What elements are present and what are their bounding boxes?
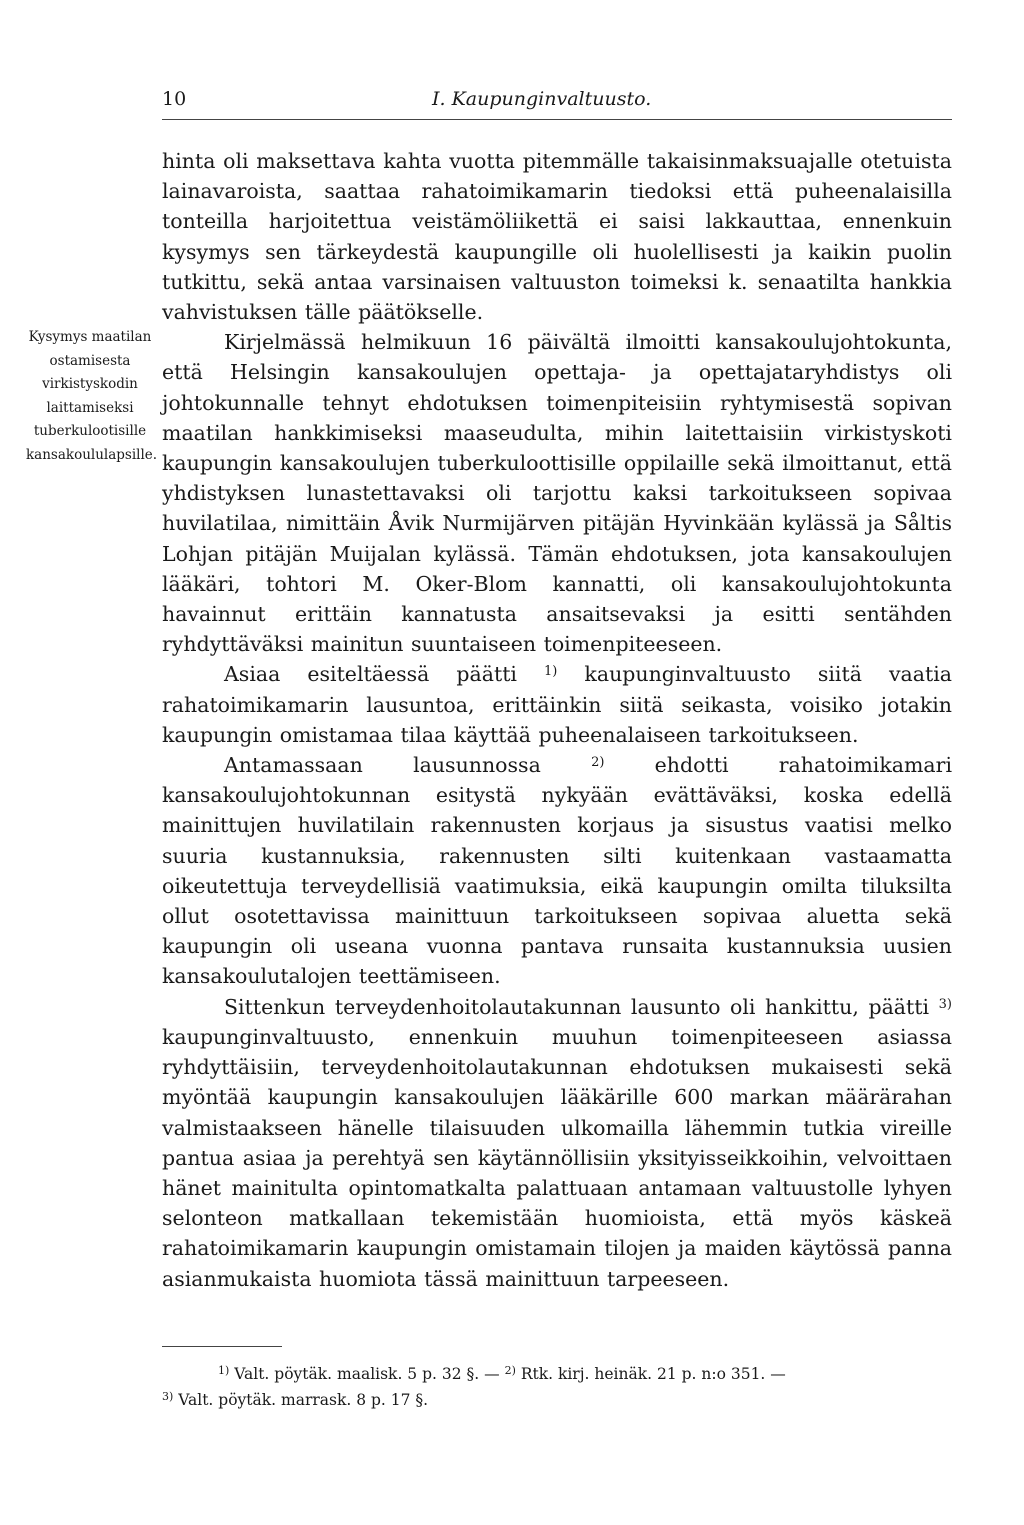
page-header bbox=[162, 84, 952, 118]
footnote-mark: 1) bbox=[218, 1364, 230, 1377]
paragraph-text: kaupunginvaltuusto, ennenkuin muuhun toimenpiteeseen asiassa ryhdyttäisiin, terveydenhoitolautakunnan ehdotuksen mukaisesti sekä myöntää kaupungin kansakoulujen lääkärille 600 markan määrärahan valmistaakseen hänelle tilaisuuden ulkomailla lähemmin tutkia vireille pantua asiaa ja perehtyä sen käytännöllisiin yksityisseikkoihin, velvoittaen hänet mainitulta opintomatkalta palattuaan antamaan valtuustolle lyhyen selonteon matkallaan tekemistään huomioista, että myös käskeä rahatoimikamarin kaupungin omistamain tilojen ja maiden käytössä panna asianmukaista huomiota tässä mainittuun tarpeeseen. bbox=[162, 1024, 952, 1291]
footnote-text: Valt. pöytäk. marrask. 8 p. 17 §. bbox=[178, 1391, 429, 1409]
paragraph-text: Sittenkun terveydenhoitolautakunnan lausunto oli hankittu, päätti bbox=[224, 994, 930, 1019]
paragraph-sittenkun bbox=[162, 992, 952, 1294]
paragraph-asiaa bbox=[162, 659, 952, 750]
footnote-text: Valt. pöytäk. maalisk. 5 p. 32 §. — bbox=[234, 1365, 500, 1383]
footnote-reference: 3) bbox=[938, 996, 952, 1012]
running-title: I. Kaupunginvaltuusto. bbox=[432, 88, 652, 110]
footnote-line bbox=[162, 1361, 952, 1387]
paragraph-text: Asiaa esiteltäessä päätti bbox=[224, 662, 517, 687]
footnote-text: Rtk. kirj. heinäk. 21 p. n:o 351. — bbox=[520, 1365, 786, 1383]
footnotes bbox=[162, 1346, 952, 1413]
paragraph-continued: hinta oli maksettava kahta vuotta pitemmälle takaisinmaksuajalle otetuista lainavaroista, saattaa rahatoimikamarin tiedoksi että puheenalaisilla tonteilla harjoitettua veistämöliikettä ei saisi lakkauttaa, ennenkuin kysymys sen tärkeydestä kaupungille oli huolellisesti ja kaikin puolin tutkittu, sekä antaa varsinaisen valtuuston toimeksi k. senaatilta hankkia vahvistuksen tälle päätökselle. bbox=[162, 149, 952, 325]
header-rule bbox=[162, 119, 952, 120]
footnote-mark: 3) bbox=[162, 1390, 174, 1403]
footnote-reference: 2) bbox=[591, 755, 605, 771]
body-text bbox=[162, 146, 952, 1294]
footnote-mark: 2) bbox=[504, 1364, 516, 1377]
paragraph-text: kaupunginvaltuusto siitä vaatia rahatoimikamarin lausuntoa, erittäinkin siitä seikasta, voisiko jotakin kaupungin omistamaa tilaa käyttää puheenalaiseen tarkoitukseen. bbox=[162, 662, 952, 747]
footnote-rule bbox=[162, 1346, 282, 1347]
paragraph-text: Antamassaan lausunnossa bbox=[224, 753, 541, 778]
paragraph-text: ehdotti rahatoimikamari kansakoulujohtokunnan esitystä nykyään evättäväksi, koska edellä mainittujen huvilatilain rakennusten korjaus ja sisustus vaatisi melko suuria kustannuksia, rakennusten silti kuitenkaan vastaamatta oikeutettuja terveydellisiä vaatimuksia, eikä kaupungin omilta tiluksilta ollut osotettavissa mainittuun tarkoitukseen sopivaa aluetta sekä kaupungin oli useana vuonna pantava runsaita kustannuksia uusien kansakoulutalojen teettämiseen. bbox=[162, 753, 952, 989]
footnote-reference: 1) bbox=[544, 664, 558, 680]
footnote-line bbox=[162, 1387, 952, 1413]
paragraph-kirjelma: Kirjelmässä helmikuun 16 päivältä ilmoitti kansakoulujohtokunta, että Helsingin kansakoulujen opettaja- ja opettajataryhdistys oli johtokunnalle tehnyt ehdotuksen toimenpiteisiin ryhtymisestä sopivan maatilan hankkimiseksi maaseudulta, mihin laitettaisiin virkistyskoti kaupungin kansakoulujen tuberkuloottisille oppilaille sekä ilmoittanut, että yhdistyksen lunastettavaksi oli tarjottu kaksi tarkoitukseen sopivaa huvilatilaa, nimittäin Åvik Nurmijärven pitäjän Hyvinkään kylässä ja Såltis Lohjan pitäjän Muijalan kylässä. Tämän ehdotuksen, jota kansakoulujen lääkäri, tohtori M. Oker-Blom kannatti, oli kansakoulujohtokunta havainnut erittäin kannatusta ansaitsevaksi ja esitti sentähden ryhdyttäväksi mainitun suuntaiseen toimenpiteeseen. bbox=[162, 330, 952, 657]
page-number: 10 bbox=[162, 88, 187, 110]
margin-note: Kysymys maatilan ostamisesta virkistyskodin laittamiseksi tuberkulootisille kansakoululapsille. bbox=[26, 329, 158, 463]
paragraph-antamassaan bbox=[162, 750, 952, 992]
